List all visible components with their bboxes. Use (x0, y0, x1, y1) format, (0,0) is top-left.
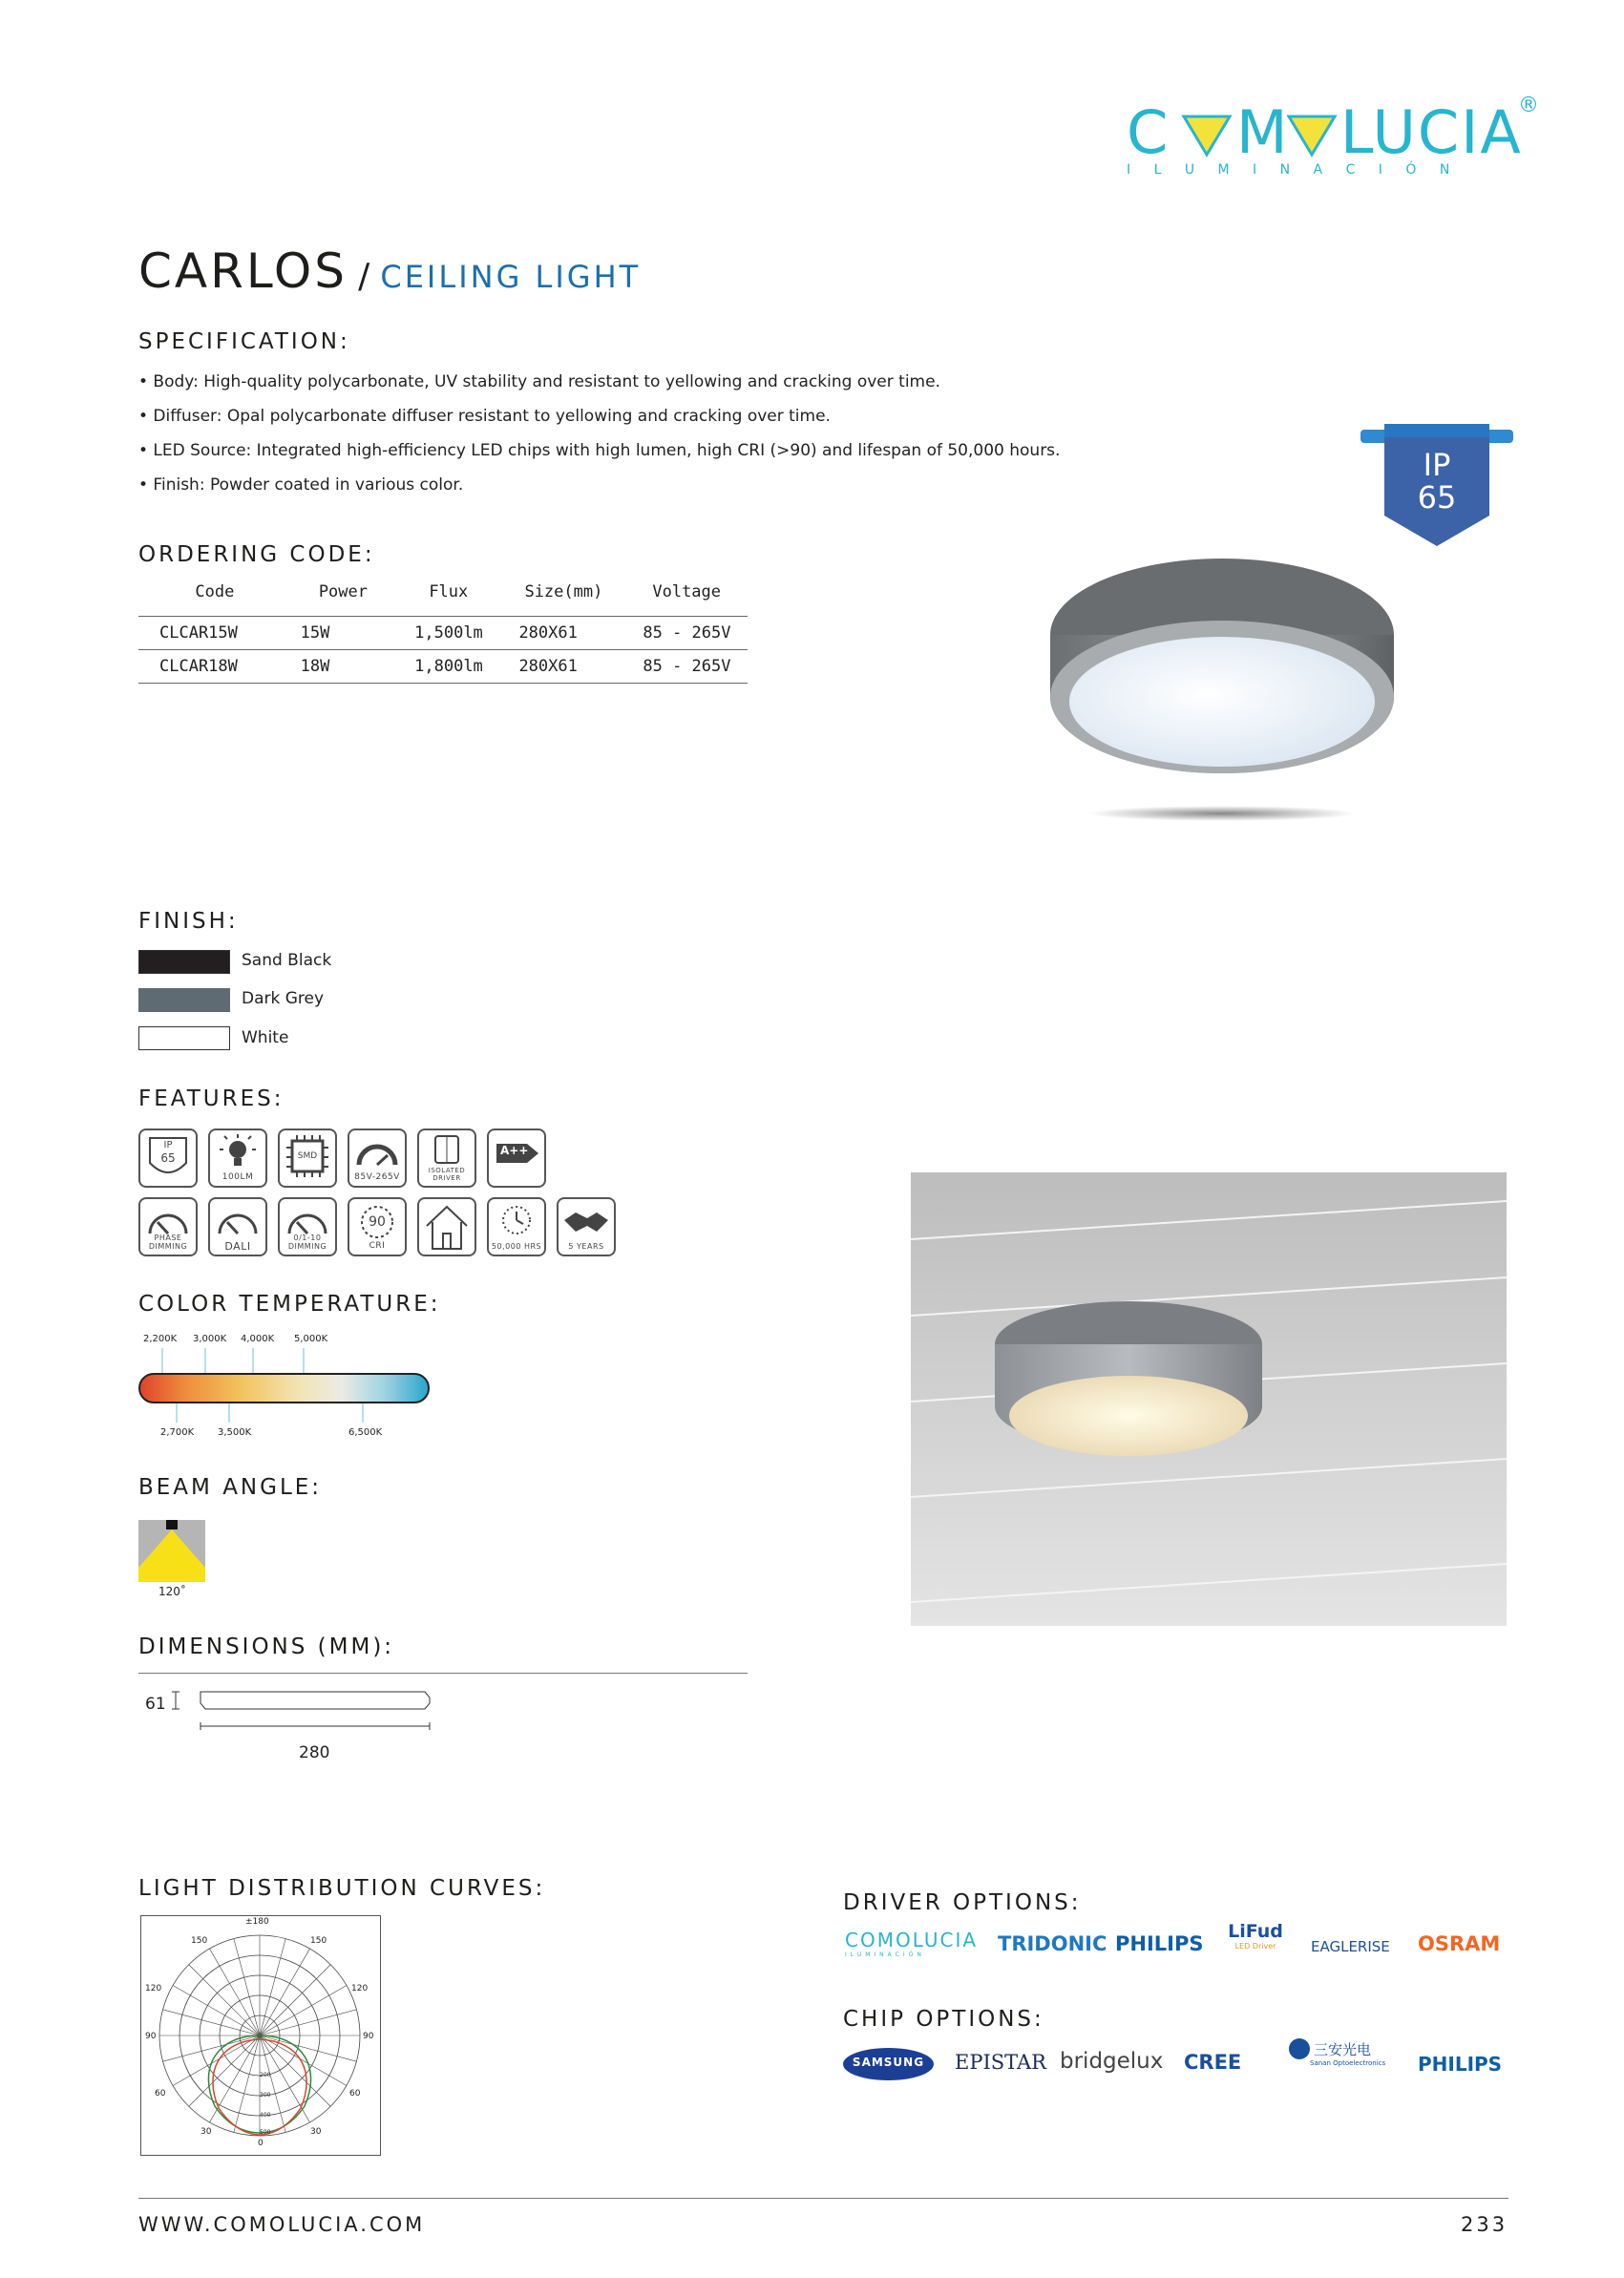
driver-logo-comolucia: COMOLUCIA ILUMINACIÓN (845, 1929, 979, 1958)
polar-label: 30 (310, 2127, 322, 2137)
polar-label: 120 (145, 1984, 162, 1993)
dimming-0-10-icon: 0/1-10 DIMMING (278, 1197, 337, 1256)
polar-spoke (260, 2035, 356, 2061)
polar-label: ±180 (245, 1917, 269, 1927)
cct-label-bottom: 3,500K (218, 1427, 252, 1438)
polar-spoke (260, 1939, 285, 2035)
polar-label: 150 (310, 1936, 327, 1946)
cct-label-bottom: 2,700K (160, 1427, 195, 1438)
polar-spoke (173, 2035, 260, 2086)
dimension-width: 280 (299, 1743, 330, 1762)
bulb-icon: 100LM (208, 1128, 267, 1188)
cct-label-top: 2,200K (143, 1334, 178, 1344)
svg-text:C: C (1127, 97, 1172, 167)
chip-logo-cree: CREE (1184, 2051, 1242, 2074)
smd-chip-icon: SMD (278, 1128, 337, 1188)
polar-label: 90 (145, 2032, 157, 2041)
table-cell: 85 - 265V (643, 657, 731, 676)
column-header: Power (318, 582, 368, 601)
driver-logo-lifud: LiFud LED Driver (1228, 1921, 1283, 1951)
product-image (1031, 554, 1413, 831)
table-cell: 280X61 (518, 657, 578, 676)
cct-label-top: 3,000K (193, 1334, 227, 1344)
polar-spoke (260, 2010, 356, 2035)
column-header: Flux (429, 582, 469, 601)
svg-text:M: M (1236, 97, 1288, 167)
ip-badge-line2: 65 (1417, 479, 1457, 516)
energy-class-icon: A++ (487, 1128, 546, 1188)
table-header-row (138, 568, 748, 617)
polar-label: 150 (191, 1936, 208, 1946)
table-cell: 280X61 (518, 623, 578, 643)
table-row (138, 650, 748, 684)
lifespan-clock-icon: 50,000 HRS (487, 1197, 546, 1256)
polar-label: 30 (200, 2127, 212, 2137)
ip-badge-line1: IP (1423, 447, 1451, 483)
polar-ring-label: 400 (260, 2112, 271, 2119)
ordering-code-heading: ORDERING CODE: (138, 542, 375, 567)
isolated-driver-icon: ISOLATED DRIVER (417, 1128, 476, 1188)
beam-angle-heading: BEAM ANGLE: (138, 1475, 323, 1500)
driver-logo-philips: PHILIPS (1115, 1932, 1204, 1955)
driver-logo-osram: OSRAM (1418, 1932, 1501, 1955)
phase-dimming-icon: PHASE DIMMING (138, 1197, 198, 1256)
chip-options-heading: CHIP OPTIONS: (843, 2007, 1044, 2032)
chip-logo-sanan: 三安光电 Sanan Optoelectronics (1289, 2038, 1394, 2067)
polar-ring-label: 500 (260, 2129, 271, 2136)
title-separator: / (358, 257, 370, 296)
polar-spoke (260, 1986, 347, 2036)
ip-badge (1360, 420, 1513, 549)
beam-angle-value: 120˚ (158, 1585, 186, 1598)
cct-gradient-bar (138, 1373, 430, 1403)
finish-swatch-sand-black (138, 950, 230, 974)
polar-spoke (260, 1949, 310, 2035)
finish-label: Sand Black (242, 951, 332, 970)
dimension-drawing (167, 1690, 434, 1742)
polar-spoke (173, 1986, 260, 2036)
column-header: Code (195, 582, 235, 601)
brand-tagline: I L U M I N A C I Ó N (1127, 162, 1460, 178)
sanan-icon (1289, 2038, 1310, 2059)
polar-label: 60 (349, 2089, 361, 2099)
chip-logo-bridgelux: bridgelux (1060, 2049, 1164, 2074)
page-title (138, 243, 641, 299)
cri-icon: 90 CRI (348, 1197, 407, 1256)
ordering-table (138, 568, 748, 684)
table-cell: CLCAR15W (159, 623, 238, 643)
polar-spoke (234, 2035, 260, 2132)
table-cell: 18W (300, 657, 330, 676)
spec-bullet: • LED Source: Integrated high-efficiency LED chips with high lumen, high CRI (>90) and lifespan of 50,000 hours. (138, 441, 1061, 460)
handshake-icon: 5 YEARS (557, 1197, 616, 1256)
table-cell: 1,500lm (414, 623, 483, 643)
polar-label: 120 (351, 1984, 369, 1993)
product-name: CARLOS (138, 243, 348, 299)
table-cell: 85 - 265V (643, 623, 731, 643)
chip-logo-samsung-text: SAMSUNG (852, 2056, 925, 2069)
features-heading: FEATURES: (138, 1086, 285, 1111)
polar-spoke (163, 2035, 260, 2061)
column-header: Size(mm) (524, 582, 603, 601)
column-header: Voltage (652, 582, 722, 601)
chip-logo-epistar: EPISTAR (955, 2051, 1046, 2074)
voltage-meter-icon: 85V-265V (348, 1128, 407, 1188)
table-cell: 15W (300, 623, 330, 643)
svg-text:LUCIA: LUCIA (1340, 97, 1523, 167)
table-row (138, 617, 748, 650)
dali-icon: DALI (208, 1197, 267, 1256)
light-distribution-heading: LIGHT DISTRIBUTION CURVES: (138, 1876, 546, 1901)
page-number: 233 (1461, 2213, 1508, 2236)
dimension-height: 61 (145, 1695, 166, 1714)
cct-label-bottom: 6,500K (348, 1427, 383, 1438)
finish-swatch-dark-grey (138, 988, 230, 1012)
spec-bullet: • Body: High-quality polycarbonate, UV stability and resistant to yellowing and cracking over time. (138, 372, 940, 391)
polar-spoke (260, 2035, 347, 2086)
polar-spoke (210, 1949, 261, 2035)
registered-mark: ® (1518, 94, 1539, 117)
dimensions-heading: DIMENSIONS (MM): (138, 1635, 395, 1659)
ip65-shield-icon: IP 65 (138, 1128, 198, 1188)
finish-label: White (242, 1028, 289, 1047)
table-cell: CLCAR18W (159, 657, 238, 676)
polar-spoke (163, 2010, 260, 2035)
driver-options-heading: DRIVER OPTIONS: (843, 1890, 1082, 1915)
polar-spoke (260, 1965, 330, 2035)
installed-photo (911, 1172, 1507, 1626)
polar-label: 60 (155, 2089, 166, 2099)
beam-angle-icon (138, 1520, 205, 1582)
house-icon (417, 1197, 476, 1256)
cct-label-top: 5,000K (294, 1334, 328, 1344)
spec-bullet: • Finish: Powder coated in various color. (138, 475, 464, 495)
dimensions-divider (138, 1673, 748, 1674)
polar-label: 0 (258, 2139, 264, 2148)
spec-bullet: • Diffuser: Opal polycarbonate diffuser resistant to yellowing and cracking over time. (138, 407, 831, 426)
chip-logo-philips: PHILIPS (1418, 2053, 1503, 2076)
footer-website[interactable]: WWW.COMOLUCIA.COM (138, 2213, 426, 2236)
table-cell: 1,800lm (414, 657, 483, 676)
cct-label-top: 4,000K (241, 1334, 275, 1344)
product-category: CEILING LIGHT (380, 259, 642, 295)
footer-divider (138, 2198, 1508, 2199)
driver-logo-tridonic: TRIDONIC (998, 1932, 1107, 1955)
polar-ring-label: 300 (260, 2092, 271, 2099)
finish-heading: FINISH: (138, 909, 239, 934)
polar-spoke (189, 1965, 260, 2035)
finish-label: Dark Grey (242, 989, 325, 1008)
driver-logo-eaglerise: EAGLERISE (1311, 1938, 1390, 1955)
polar-label: 90 (363, 2032, 374, 2041)
specification-heading: SPECIFICATION: (138, 329, 350, 354)
polar-spoke (234, 1939, 260, 2035)
polar-ring-label: 200 (260, 2072, 271, 2078)
finish-swatch-white (138, 1026, 230, 1050)
color-temperature-heading: COLOR TEMPERATURE: (138, 1292, 441, 1317)
